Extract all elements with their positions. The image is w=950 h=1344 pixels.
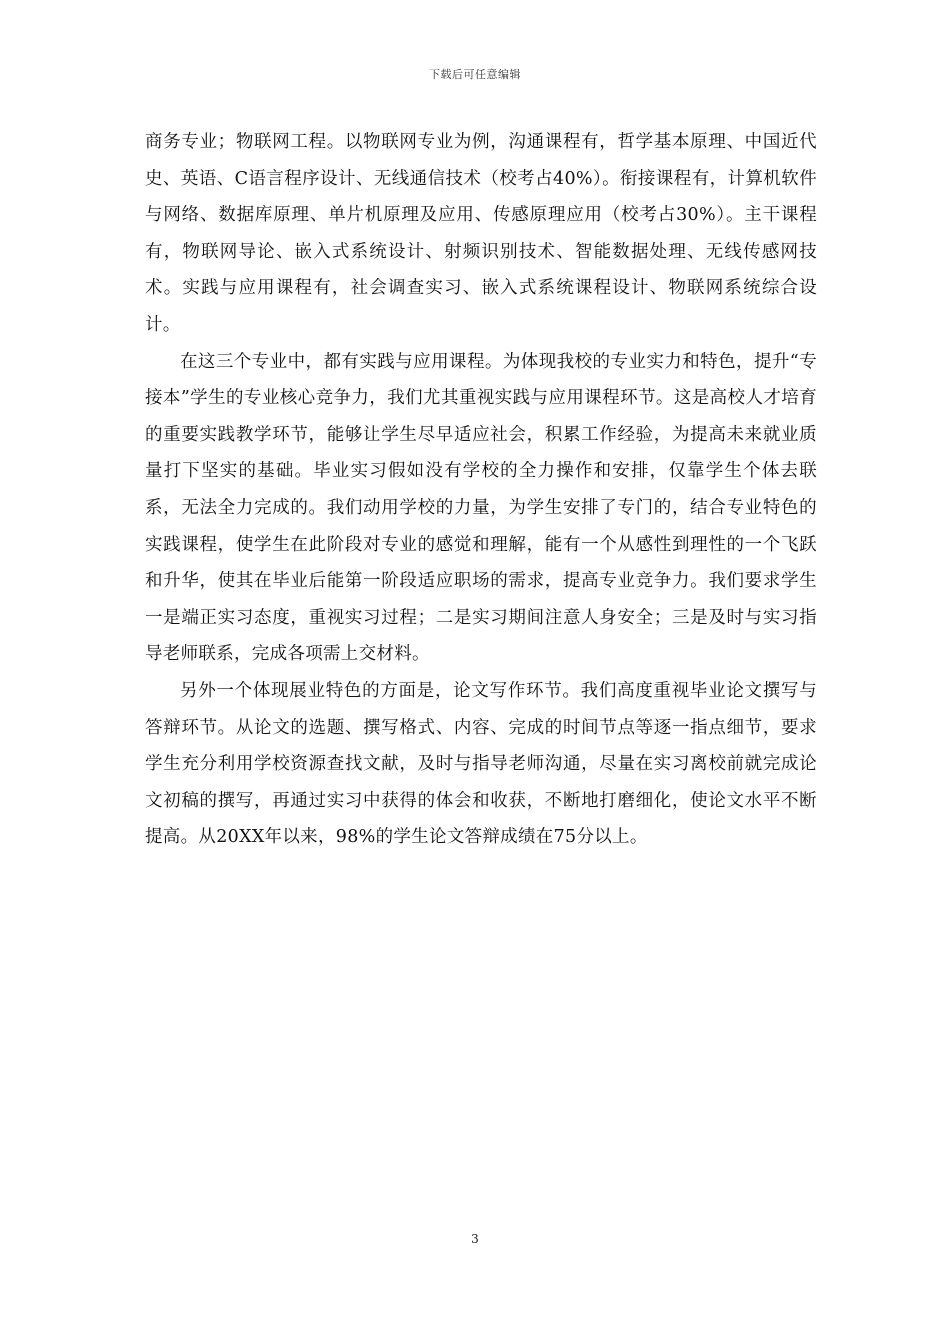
paragraph-courses: 商务专业；物联网工程。以物联网专业为例，沟通课程有，哲学基本原理、中国近代史、英语、C语言程序设计、无线通信技术（校考占40%）。衔接课程有，计算机软件与网络、数据库原理、单片机原理及应用、传感原理应用（校考占30%）。主干课程有，物联网导论、嵌入式系统设计、射频识别技术、智能数据处理、无线传感网技术。实践与应用课程有，社会调查实习、嵌入式系统课程设计、物联网系统综合设计。 [145, 132, 817, 335]
page-number: 3 [471, 1232, 479, 1246]
document-body [145, 124, 817, 856]
paragraph-practice: 在这三个专业中，都有实践与应用课程。为体现我校的专业实力和特色，提升“专接本”学生的专业核心竞争力，我们尤其重视实践与应用课程环节。这是高校人才培育的重要实践教学环节，能够让学生尽早适应社会，积累工作经验，为提高未来就业质量打下坚实的基础。毕业实习假如没有学校的全力操作和安排，仅靠学生个体去联系，无法全力完成的。我们动用学校的力量，为学生安排了专门的，结合专业特色的实践课程，使学生在此阶段对专业的感觉和理解，能有一个从感性到理性的一个飞跃和升华，使其在毕业后能第一阶段适应职场的需求，提高专业竞争力。我们要求学生一是端正实习态度，重视实习过程；二是实习期间注意人身安全；三是及时与实习指导老师联系，完成各项需上交材料。 [145, 351, 817, 665]
paragraph-thesis: 另外一个体现展业特色的方面是，论文写作环节。我们高度重视毕业论文撰写与答辩环节。从论文的选题、撰写格式、内容、完成的时间节点等逐一指点细节，要求学生充分利用学校资源查找文献，及时与指导老师沟通，尽量在实习离校前就完成论文初稿的撰写，再通过实习中获得的体会和收获，不断地打磨细化，使论文水平不断提高。从20XX年以来，98%的学生论文答辩成绩在75分以上。 [145, 680, 817, 848]
page-header: 下载后可任意编辑 [429, 68, 521, 81]
